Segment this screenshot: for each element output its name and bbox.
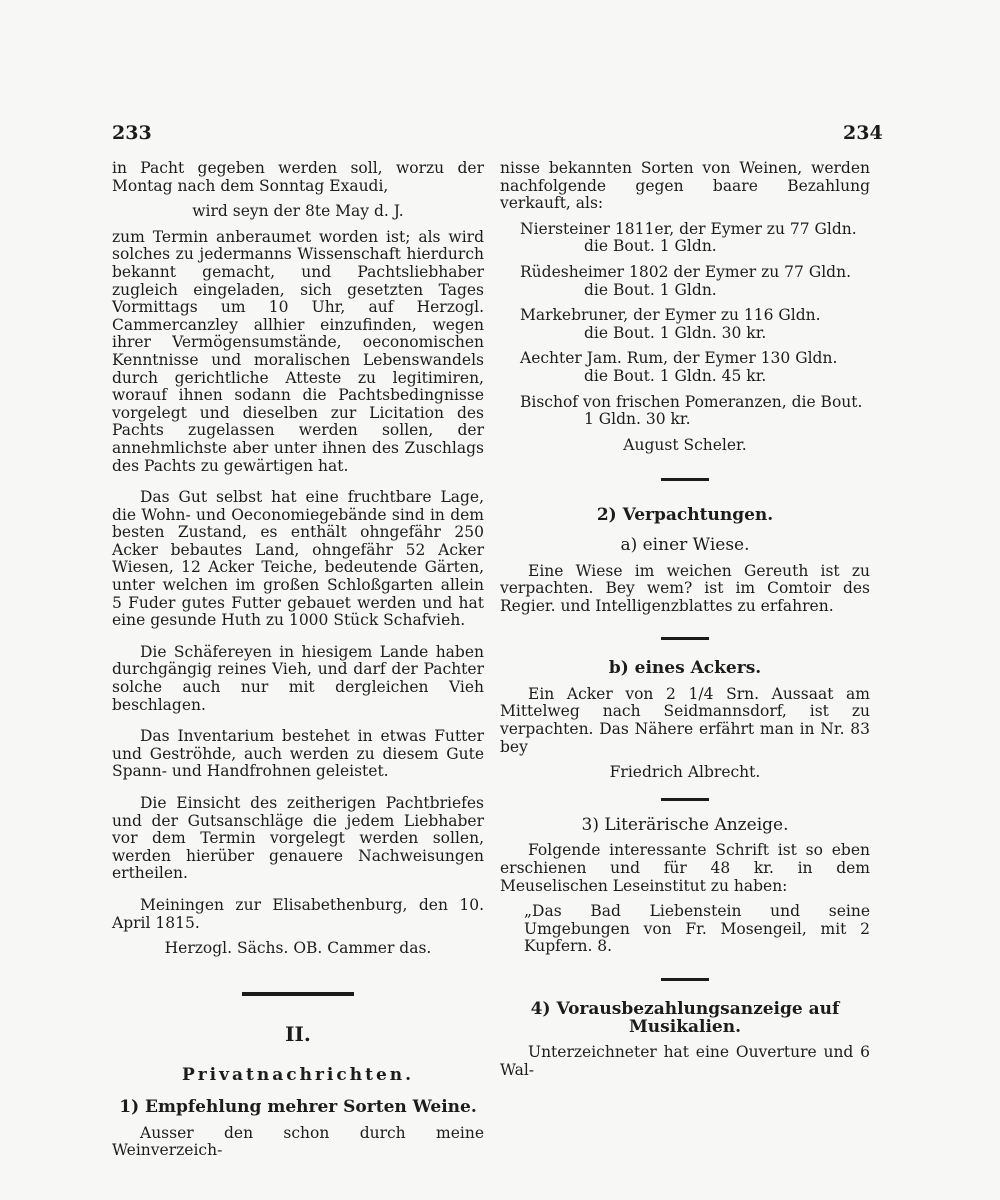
music-title: 4) Vorausbezahlungsanzeige auf Musikalien. [530, 999, 840, 1037]
wine-item [500, 307, 870, 342]
paragraph-term: zum Termin anberaumet worden ist; als wird solches zu jedermanns Wissenschaft hierdurch bekannt gemacht, und Pachtsliebhaber zugleich eingeladen, sich gesetzten Tages Vormittags um 10 Uhr, auf Herzogl. Cammercanzley allhier einzufinden, wegen ihrer Vermögensumstände, oeconomischen Kenntnisse und moralischen Lebenswandels durch gerichtliche Atteste zu legitimiren, worauf ihnen sodann die Pachtsbedingnisse vorgelegt und dieselben zur Licitation des Pachts zugelassen werden sollen, der annehmlichste aber unter ihnen des Zuschlags des Pachts zu gewärtigen hat. [112, 227, 484, 475]
literary-quote: „Das Bad Liebenstein und seine Umgebungen von Fr. Mosengeil, mit 2 Kupfern. 8. [524, 902, 870, 956]
wine-text-start: Ausser den schon durch meine Weinverzeich- [112, 1123, 484, 1160]
field-title: b) eines Ackers. [608, 658, 762, 679]
chamber-signature: Herzogl. Sächs. OB. Cammer das. [164, 939, 432, 958]
wine-bottle-price: die Bout. 1 Gldn. [584, 280, 717, 299]
wine-name: Aechter Jam. Rum, der Eymer 130 Gldn. [520, 349, 838, 368]
wine-list-intro: nisse bekannten Sorten von Weinen, werden nachfolgende gegen baare Bezahlung verkauft, als: [500, 159, 870, 213]
wine-bottle-price: die Bout. 1 Gldn. [584, 237, 717, 256]
section-title: Privatnachrichten. [181, 1065, 415, 1086]
date-line: wird seyn der 8te May d. J. [192, 202, 404, 221]
wine-bottle-price: die Bout. 1 Gldn. 30 kr. [584, 323, 767, 342]
meadow-title: a) einer Wiese. [620, 534, 750, 555]
place-date: Meiningen zur Elisabethenburg, den 10. April 1815. [112, 895, 484, 932]
wine-signature: August Scheler. [623, 435, 747, 454]
paragraph-inspection: Die Einsicht des zeitherigen Pachtbriefes und der Gutsanschläge die jedem Liebhaber vor dem Termin vorgelegt werden sollen, werden hierüber genauere Nachweisungen ertheilen. [112, 794, 484, 883]
wine-recommendation-title: 1) Empfehlung mehrer Sorten Weine. [119, 1096, 477, 1117]
wine-name: Niersteiner 1811er, der Eymer zu 77 Gldn. [520, 219, 857, 238]
field-signature: Friedrich Albrecht. [609, 763, 761, 782]
wine-name: Bischof von frischen Pomeranzen, die Bout. [520, 392, 863, 411]
literary-title: 3) Literärische Anzeige. [581, 814, 789, 835]
paragraph-inventory: Das Inventarium bestehet in etwas Futter und Geströhde, auch werden zu diesem Gute Spann- und Handfrohnen geleistet. [112, 727, 484, 781]
wine-name: Markebruner, der Eymer zu 116 Gldn. [520, 306, 821, 325]
wine-item [500, 264, 870, 299]
right-column [500, 160, 870, 1079]
meadow-text: Eine Wiese im weichen Gereuth ist zu verpachten. Bey wem? ist im Comtoir des Regier. und Intelligenzblattes zu erfahren. [500, 561, 870, 615]
section-numeral: II. [285, 1021, 311, 1046]
wine-item [500, 350, 870, 385]
field-text: Ein Acker von 2 1/4 Srn. Aussaat am Mittelweg nach Seidmannsdorf, ist zu verpachten. Das Nähere erfährt man in Nr. 83 bey [500, 684, 870, 756]
right-page-number: 234 [843, 122, 883, 144]
wine-item [500, 394, 870, 429]
paragraph-estate: Das Gut selbst hat eine fruchtbare Lage, die Wohn- und Oeconomiegebände sind in dem besten Zustand, es enthält ohngefähr 250 Acker bebautes Land, ohngefähr 52 Acker Wiesen, 12 Acker Teiche, bedeutende Gärten, unter welchen im großen Schloßgarten allein 5 Fuder gutes Futter gebauet werden und hat eine gesunde Huth zu 1000 Stück Schafvieh. [112, 488, 484, 630]
literary-text: Folgende interessante Schrift ist so eben erschienen und für 48 kr. in dem Meuselischen Leseinstitut zu haben: [500, 841, 870, 895]
wine-bottle-price: die Bout. 1 Gldn. 45 kr. [584, 366, 767, 385]
paragraph-sheep: Die Schäfereyen in hiesigem Lande haben durchgängig reines Vieh, und darf der Pachter solche auch nur mit dergleichen Vieh beschlagen. [112, 642, 484, 714]
wine-item [500, 221, 870, 256]
wine-name: Rüdesheimer 1802 der Eymer zu 77 Gldn. [520, 262, 852, 281]
wine-bottle-price: 1 Gldn. 30 kr. [584, 410, 691, 429]
left-column [112, 160, 484, 1160]
music-text-start: Unterzeichneter hat eine Ouverture und 6 Wal- [500, 1043, 870, 1079]
paragraph-lease-intro: in Pacht gegeben werden soll, worzu der Montag nach dem Sonntag Exaudi, [112, 159, 484, 195]
leasing-title: 2) Verpachtungen. [596, 505, 774, 526]
left-page-number: 233 [112, 122, 152, 144]
